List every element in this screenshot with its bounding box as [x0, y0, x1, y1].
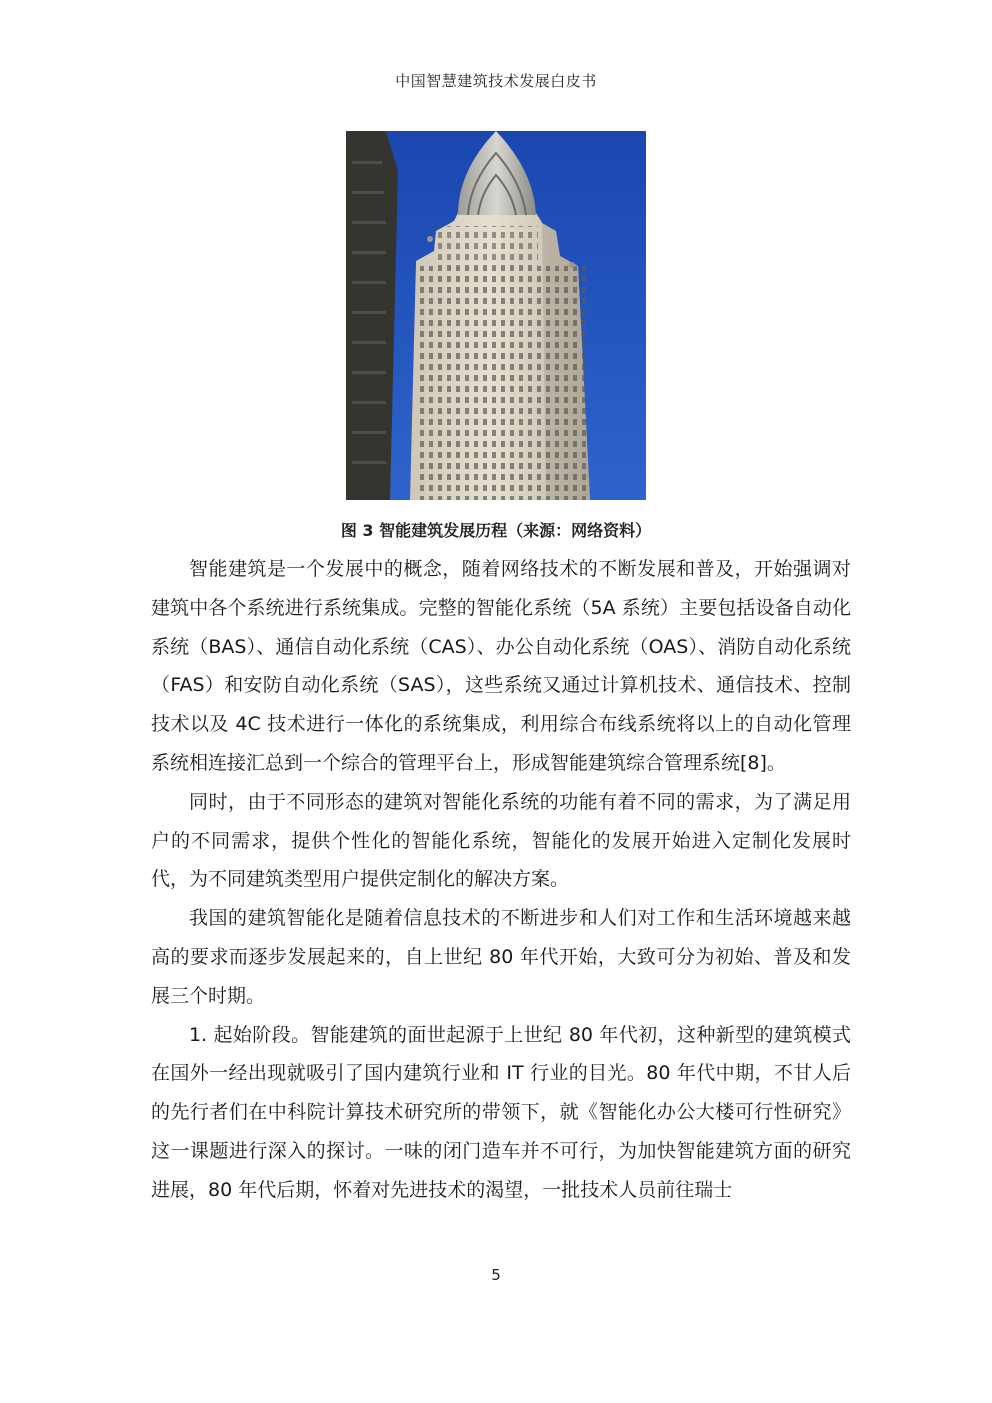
neighbor-building	[346, 131, 398, 500]
figure-caption: 图 3 智能建筑发展历程（来源：网络资料）	[340, 521, 652, 540]
tower-windows	[418, 266, 586, 500]
paragraph: 同时，由于不同形态的建筑对智能化系统的功能有着不同的需求，为了满足用户的不同需求，提供个性化的智能化系统，智能化的发展开始进入定制化发展时代，为不同建筑类型用户提供定制化的解决方案。	[151, 790, 851, 891]
page-header: 中国智慧建筑技术发展白皮书	[395, 72, 597, 90]
page-number: 5	[491, 1266, 501, 1284]
paragraph: 我国的建筑智能化是随着信息技术的不断进步和人们对工作和生活环境越来越高的要求而逐步发展起来的，自上世纪 80 年代开始，大致可分为初始、普及和发展三个时期。	[151, 907, 851, 1007]
body-text	[151, 550, 851, 1210]
paragraph: 1. 起始阶段。智能建筑的面世起源于上世纪 80 年代初，这种新型的建筑模式在国外一经出现就吸引了国内建筑行业和 IT 行业的目光。80 年代中期，不甘人后的先行者们在中科院计算技术研究所的带领下，就《智能化办公大楼可行性研究》这一课题进行深入的探讨。一味的闭门造车并不可行，为加快智能建筑方面的研究进展，80 年代后期，怀着对先进技术的渴望，一批技术人员前往瑞士	[151, 1023, 851, 1201]
paragraph: 智能建筑是一个发展中的概念，随着网络技术的不断发展和普及，开始强调对建筑中各个系统进行系统集成。完整的智能化系统（5A 系统）主要包括设备自动化系统（BAS）、通信自动化系统（CAS）、办公自动化系统（OAS）、消防自动化系统（FAS）和安防自动化系统（SAS），这些系统又通过计算机技术、通信技术、控制技术以及 4C 技术进行一体化的系统集成，利用综合布线系统将以上的自动化管理系统相连接汇总到一个综合的管理平台上，形成智能建筑综合管理系统[8]。	[151, 558, 851, 774]
skyscraper-photo	[346, 131, 646, 500]
